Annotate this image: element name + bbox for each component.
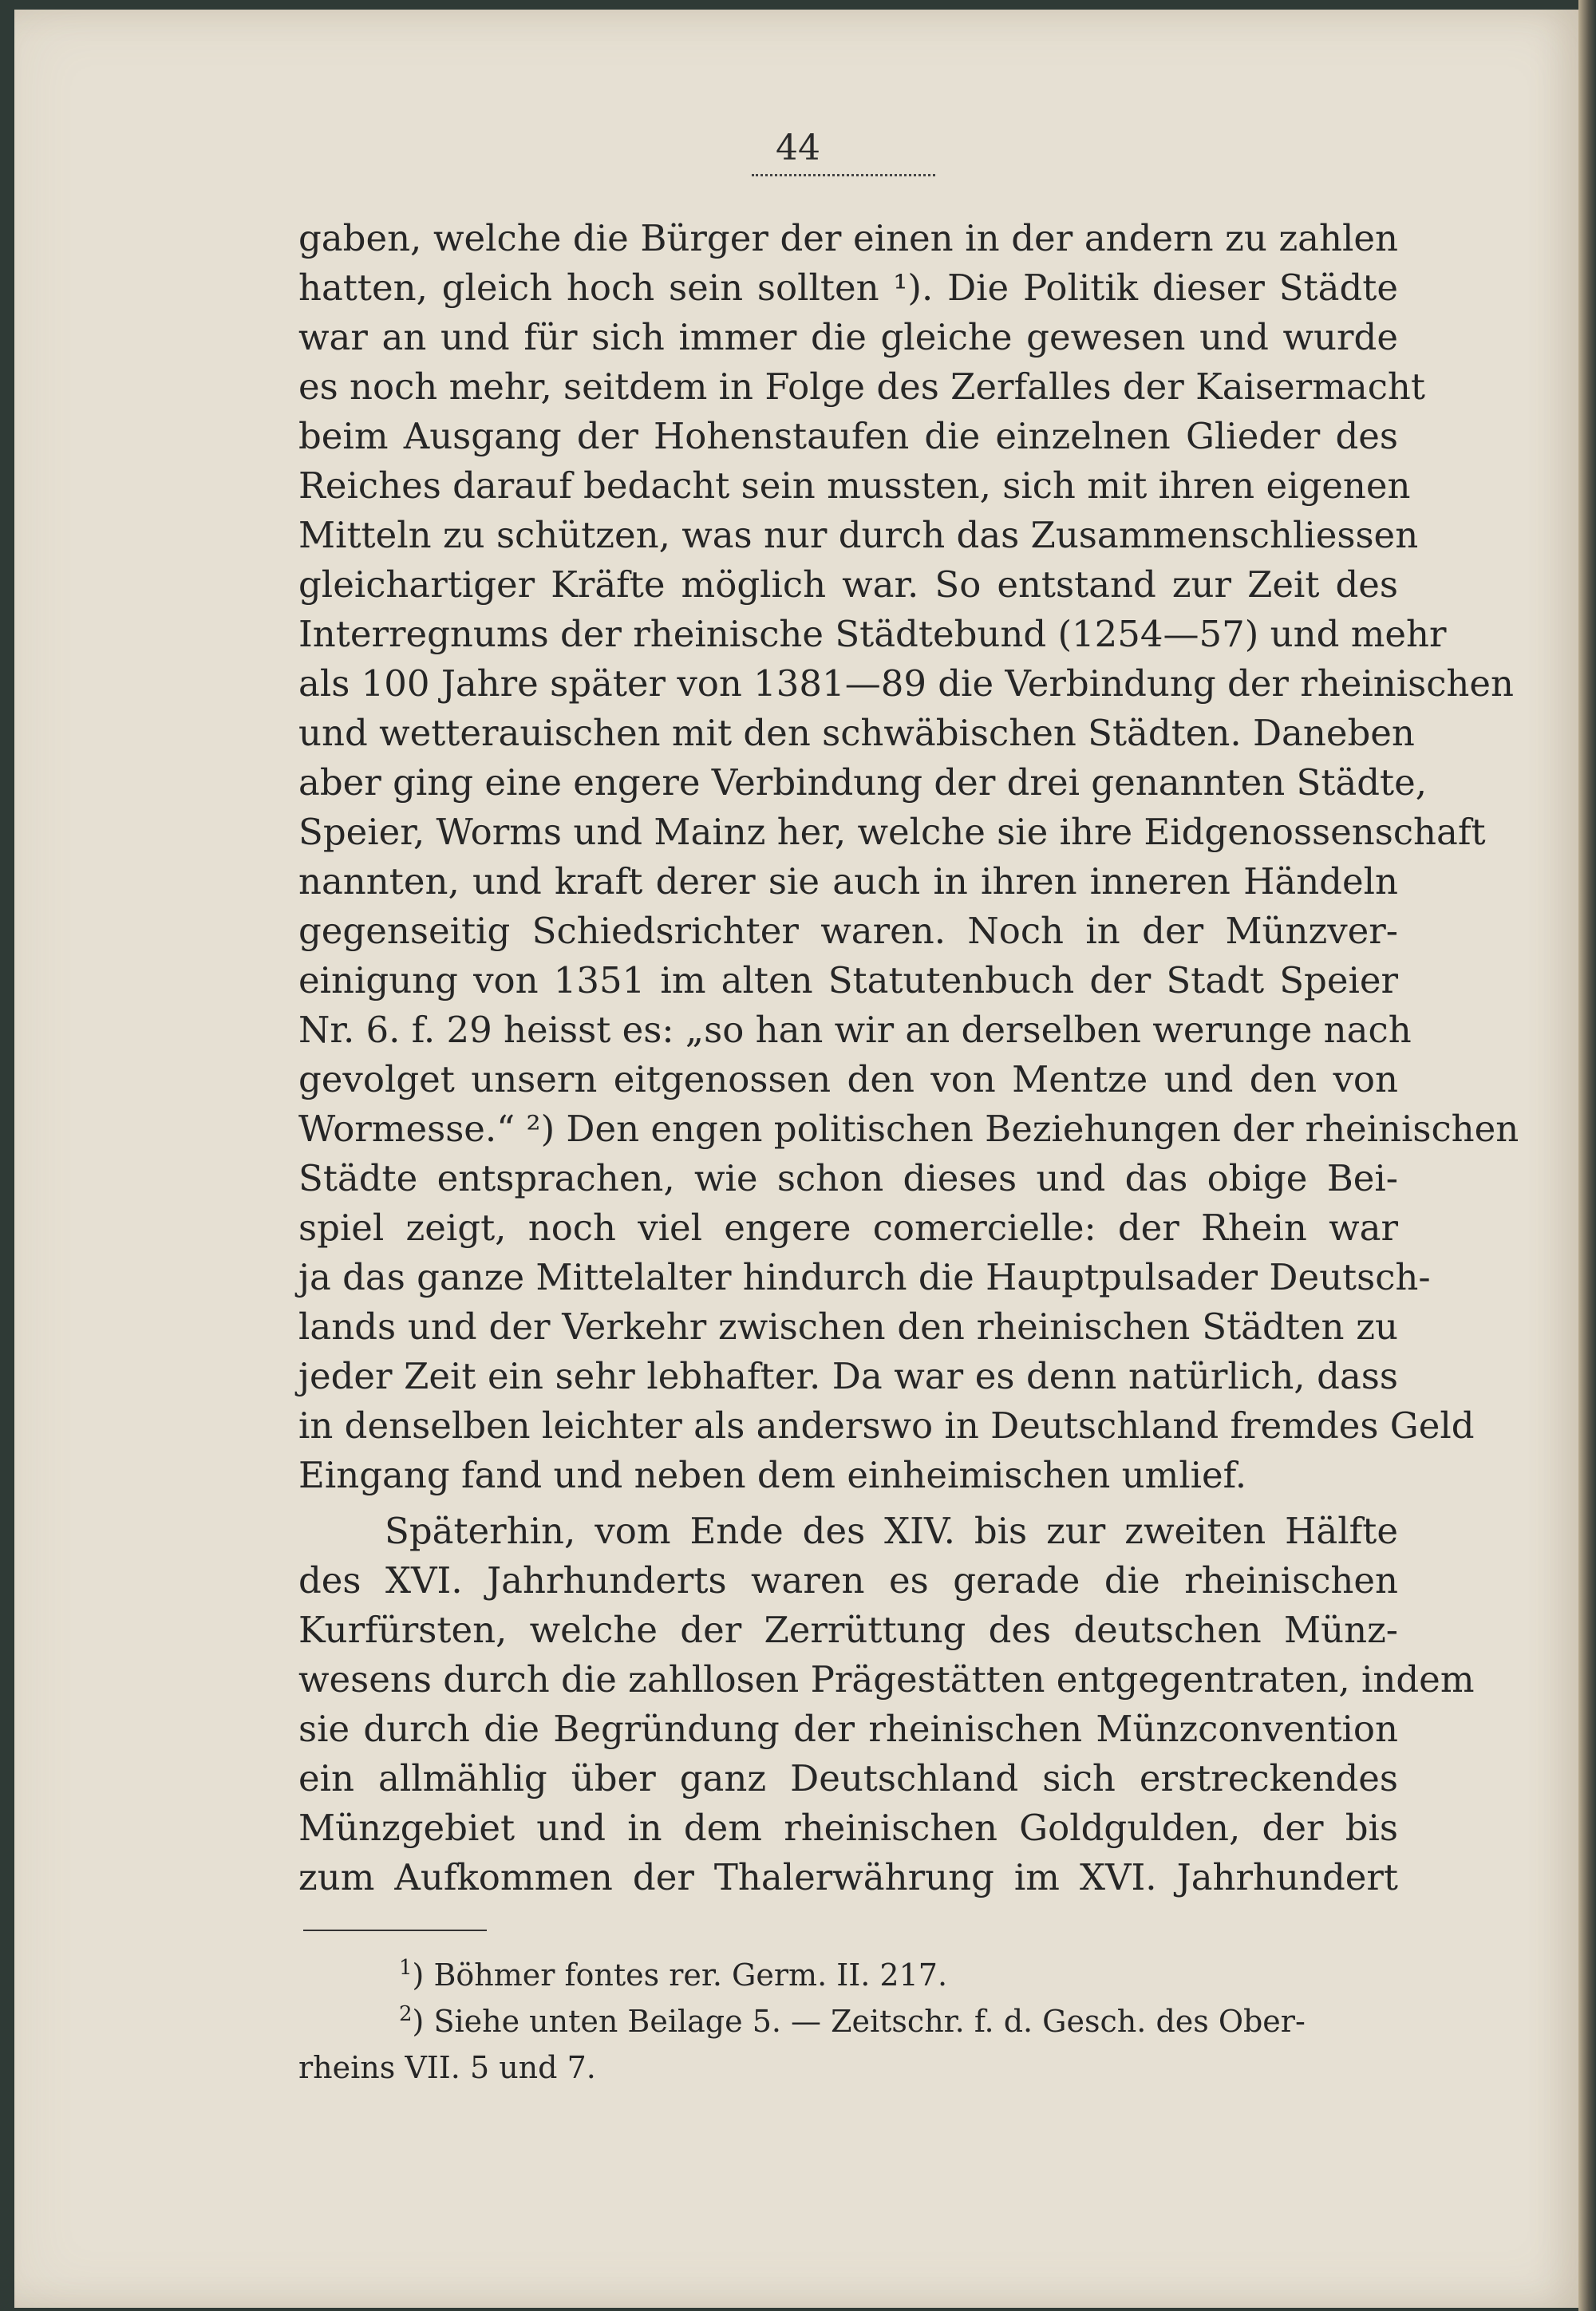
footnote-text: ) Siehe unten Beilage 5. — Zeitschr. f. d. Gesch. des Ober- xyxy=(412,2004,1306,2039)
footnote-marker: 1 xyxy=(399,1956,413,1980)
text-line: Mitteln zu schützen, was nur durch das Zusammenschliessen xyxy=(298,514,1419,556)
footnote-marker: 2 xyxy=(399,2002,413,2026)
footnote-2-continuation: rheins VII. 5 und 7. xyxy=(298,2050,596,2085)
text-line: Speier, Worms und Mainz her, welche sie ihre Eidgenossenschaft xyxy=(298,811,1486,853)
text-line: es noch mehr, seitdem in Folge des Zerfalles der Kaisermacht xyxy=(298,365,1425,408)
text-line: Interregnums der rheinische Städtebund (1254—57) und mehr xyxy=(298,613,1447,655)
text-line: sie durch die Begründung der rheinischen Münzconvention xyxy=(298,1708,1398,1750)
text-line: gaben, welche die Bürger der einen in der andern zu zahlen xyxy=(298,217,1398,259)
main-text xyxy=(298,214,1519,1902)
text-line: ja das ganze Mittelalter hindurch die Hauptpulsader Deutsch- xyxy=(298,1256,1431,1298)
text-line: als 100 Jahre später von 1381—89 die Verbindung der rheinischen xyxy=(298,662,1514,705)
text-line: beim Ausgang der Hohenstaufen die einzelnen Glieder des xyxy=(298,415,1398,457)
text-line: lands und der Verkehr zwischen den rheinischen Städten zu xyxy=(298,1306,1398,1348)
text-line: war an und für sich immer die gleiche gewesen und wurde xyxy=(298,316,1398,358)
page-number: 44 xyxy=(776,128,820,168)
text-line: Städte entsprachen, wie schon dieses und das obige Bei- xyxy=(298,1157,1398,1199)
footnote-1 xyxy=(298,1952,1398,1998)
page-number-ornament-rule xyxy=(752,174,935,180)
text-line: hatten, gleich hoch sein sollten ¹). Die Politik dieser Städte xyxy=(298,267,1398,309)
text-line: nannten, und kraft derer sie auch in ihren inneren Händeln xyxy=(298,860,1398,903)
text-line: und wetterauischen mit den schwäbischen Städten. Daneben xyxy=(298,712,1415,754)
text-line: des XVI. Jahrhunderts waren es gerade die rheinischen xyxy=(298,1559,1398,1602)
text-line: in denselben leichter als anderswo in Deutschland fremdes Geld xyxy=(298,1404,1475,1447)
paragraph-gap xyxy=(298,1500,1398,1507)
footnote-separator xyxy=(303,1930,487,1931)
text-line: wesens durch die zahllosen Prägestätten entgegentraten, indem xyxy=(298,1658,1475,1701)
book-binding-edge xyxy=(1578,0,1596,2311)
text-line: gevolget unsern eitgenossen den von Mentze und den von xyxy=(298,1058,1398,1100)
footnote-text: ) Böhmer fontes rer. Germ. II. 217. xyxy=(412,1957,948,1993)
text-line: ein allmählig über ganz Deutschland sich erstreckendes xyxy=(298,1757,1398,1799)
text-line: gegenseitig Schiedsrichter waren. Noch in der Münzver- xyxy=(298,910,1398,952)
text-line: spiel zeigt, noch viel engere comercielle: der Rhein war xyxy=(298,1207,1398,1249)
text-line: jeder Zeit ein sehr lebhafter. Da war es denn natürlich, dass xyxy=(298,1355,1398,1397)
footnote-2 xyxy=(298,1998,1398,2044)
text-line: Reiches darauf bedacht sein mussten, sich mit ihren eigenen xyxy=(298,464,1411,507)
footnotes xyxy=(298,1952,1398,2091)
text-line: einigung von 1351 im alten Statutenbuch der Stadt Speier xyxy=(298,959,1398,1001)
text-line: Münzgebiet und in dem rheinischen Goldgulden, der bis xyxy=(298,1807,1398,1849)
text-line: Wormesse.“ ²) Den engen politischen Beziehungen der rheinischen xyxy=(298,1108,1519,1150)
text-line: aber ging eine engere Verbindung der drei genannten Städte, xyxy=(298,761,1428,804)
text-line: Kurfürsten, welche der Zerrüttung des deutschen Münz- xyxy=(298,1609,1398,1651)
text-line: Späterhin, vom Ende des XIV. bis zur zweiten Hälfte xyxy=(385,1510,1398,1552)
text-line: gleichartiger Kräfte möglich war. So entstand zur Zeit des xyxy=(298,563,1398,606)
text-line: zum Aufkommen der Thalerwährung im XVI. Jahrhundert xyxy=(298,1856,1398,1898)
text-line: Nr. 6. f. 29 heisst es: „so han wir an derselben werunge nach xyxy=(298,1009,1412,1051)
text-line: Eingang fand und neben dem einheimischen umlief. xyxy=(298,1454,1247,1496)
